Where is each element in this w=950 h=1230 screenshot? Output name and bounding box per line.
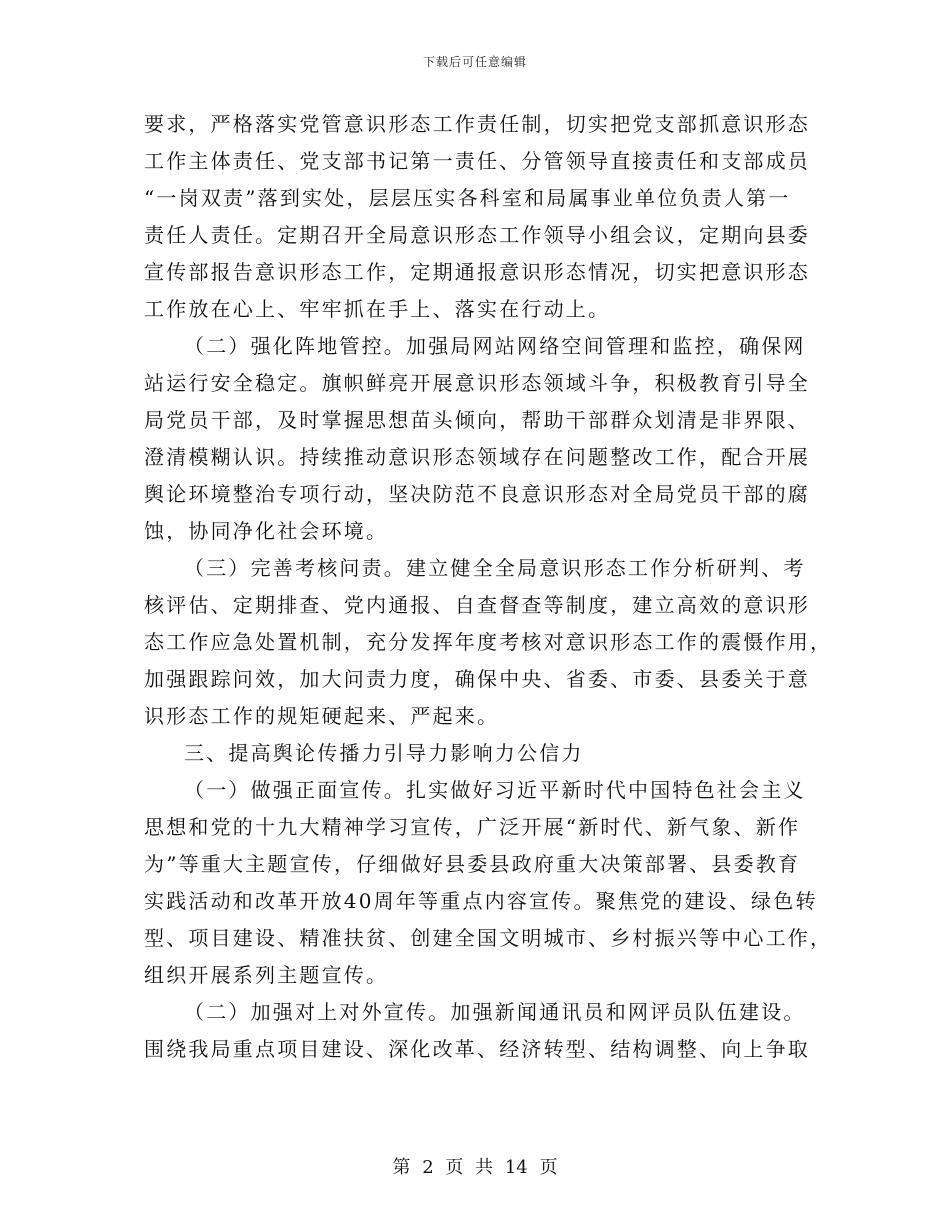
section-heading: 三、提高舆论传播力引导力影响力公信力 (184, 741, 584, 765)
text-line: 态工作应急处置机制，充分发挥年度考核对意识形态工作的震慑作用， (144, 630, 833, 654)
text-line: 局党员干部，及时掌握思想苗头倾向，帮助干部群众划清是非界限、 (144, 408, 810, 432)
text-line: 型、项目建设、精准扶贫、创建全国文明城市、乡村振兴等中心工作， (144, 926, 833, 950)
text-line: 工作主体责任、党支部书记第一责任、分管领导直接责任和支部成员 (144, 149, 810, 173)
text-line: 宣传部报告意识形态工作，定期通报意识形态情况，切实把意识形态 (144, 260, 810, 284)
text-line: 站运行安全稳定。旗帜鲜亮开展意识形态领域斗争，积极教育引导全 (144, 371, 810, 395)
paragraph-start-line: （一）做强正面宣传。扎实做好习近平新时代中国特色社会主义 (184, 778, 806, 802)
paragraph-start-line: （二）强化阵地管控。加强局网站网络空间管理和监控，确保网 (184, 334, 806, 358)
text-line: 识形态工作的规矩硬起来、严起来。 (144, 704, 500, 728)
text-line: 围绕我局重点项目建设、深化改革、经济转型、结构调整、向上争取 (144, 1037, 810, 1061)
text-line: “一岗双责”落到实处，层层压实各科室和局属事业单位负责人第一 (144, 186, 791, 210)
text-line: 实践活动和改革开放40周年等重点内容宣传。聚焦党的建设、绿色转 (144, 889, 818, 913)
text-line: 要求，严格落实党管意识形态工作责任制，切实把党支部抓意识形态 (144, 112, 810, 136)
paragraph-start-line: （二）加强对上对外宣传。加强新闻通讯员和网评员队伍建设。 (184, 1000, 806, 1024)
text-line: 为”等重大主题宣传，仔细做好县委县政府重大决策部署、县委教育 (144, 852, 801, 876)
page-header: 下载后可任意编辑 (422, 55, 527, 69)
text-line: 组织开展系列主题宣传。 (144, 963, 389, 987)
text-line: 加强跟踪问效，加大问责力度，确保中央、省委、市委、县委关于意 (144, 667, 810, 691)
text-line: 澄清模糊认识。持续推动意识形态领域存在问题整改工作，配合开展 (144, 445, 810, 469)
page-number-footer: 第 2 页 共 14 页 (392, 1157, 558, 1178)
document-body (144, 106, 833, 1068)
paragraph-start-line: （三）完善考核问责。建立健全全局意识形态工作分析研判、考 (184, 556, 806, 580)
text-line: 工作放在心上、牢牢抓在手上、落实在行动上。 (144, 297, 611, 321)
text-line: 蚀，协同净化社会环境。 (144, 519, 389, 543)
text-line: 舆论环境整治专项行动，坚决防范不良意识形态对全局党员干部的腐 (144, 482, 810, 506)
text-line: 责任人责任。定期召开全局意识形态工作领导小组会议，定期向县委 (144, 223, 810, 247)
text-line: 核评估、定期排查、党内通报、自查督查等制度，建立高效的意识形 (144, 593, 810, 617)
text-line: 思想和党的十九大精神学习宣传，广泛开展“新时代、新气象、新作 (144, 815, 801, 839)
